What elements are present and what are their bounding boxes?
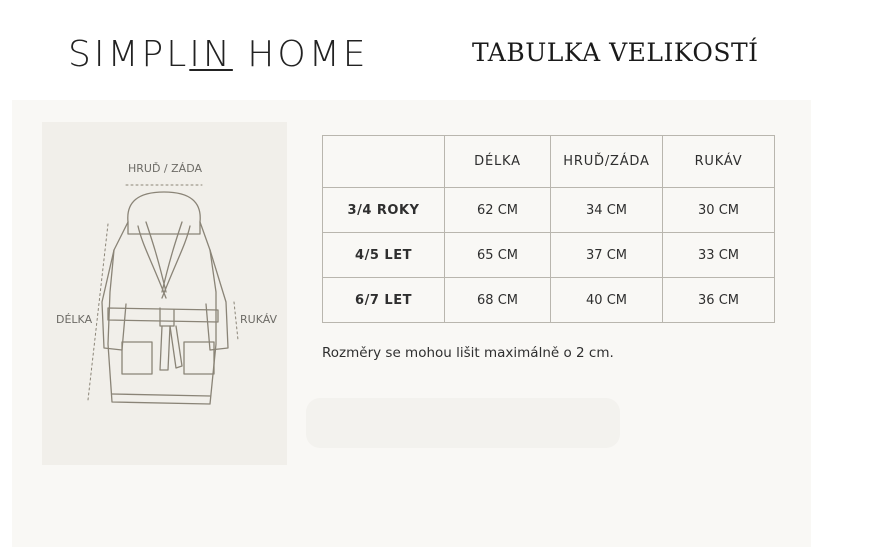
brand-after: HOME [232,34,369,75]
length-cell: 65 CM [445,233,551,278]
label-length: DÉLKA [56,313,93,326]
header-chest-back: HRUĎ/ZÁDA [551,136,663,188]
faded-placeholder [306,398,620,448]
label-chest-back: HRUĎ / ZÁDA [128,162,202,175]
table-header-row [323,136,775,188]
table-row [323,188,775,233]
brand-underlined: IN [189,34,233,75]
sleeve-cell: 33 CM [663,233,775,278]
header-sleeve: RUKÁV [663,136,775,188]
sleeve-cell: 36 CM [663,278,775,323]
page-title: TABULKA VELIKOSTÍ [472,38,759,67]
robe-illustration [42,122,287,465]
label-sleeve: RUKÁV [240,313,278,326]
size-note: Rozměry se mohou lišit maximálně o 2 cm. [322,345,614,361]
size-table [322,135,775,323]
chest-cell: 40 CM [551,278,663,323]
header-empty [323,136,445,188]
chest-cell: 37 CM [551,233,663,278]
size-cell: 3/4 ROKY [323,188,445,233]
header-length: DÉLKA [445,136,551,188]
size-cell: 6/7 LET [323,278,445,323]
length-cell: 62 CM [445,188,551,233]
length-cell: 68 CM [445,278,551,323]
brand-before: SIMPL [68,34,190,75]
brand-logo [68,34,369,75]
sleeve-cell: 30 CM [663,188,775,233]
size-cell: 4/5 LET [323,233,445,278]
table-row [323,278,775,323]
table-row [323,233,775,278]
chest-cell: 34 CM [551,188,663,233]
